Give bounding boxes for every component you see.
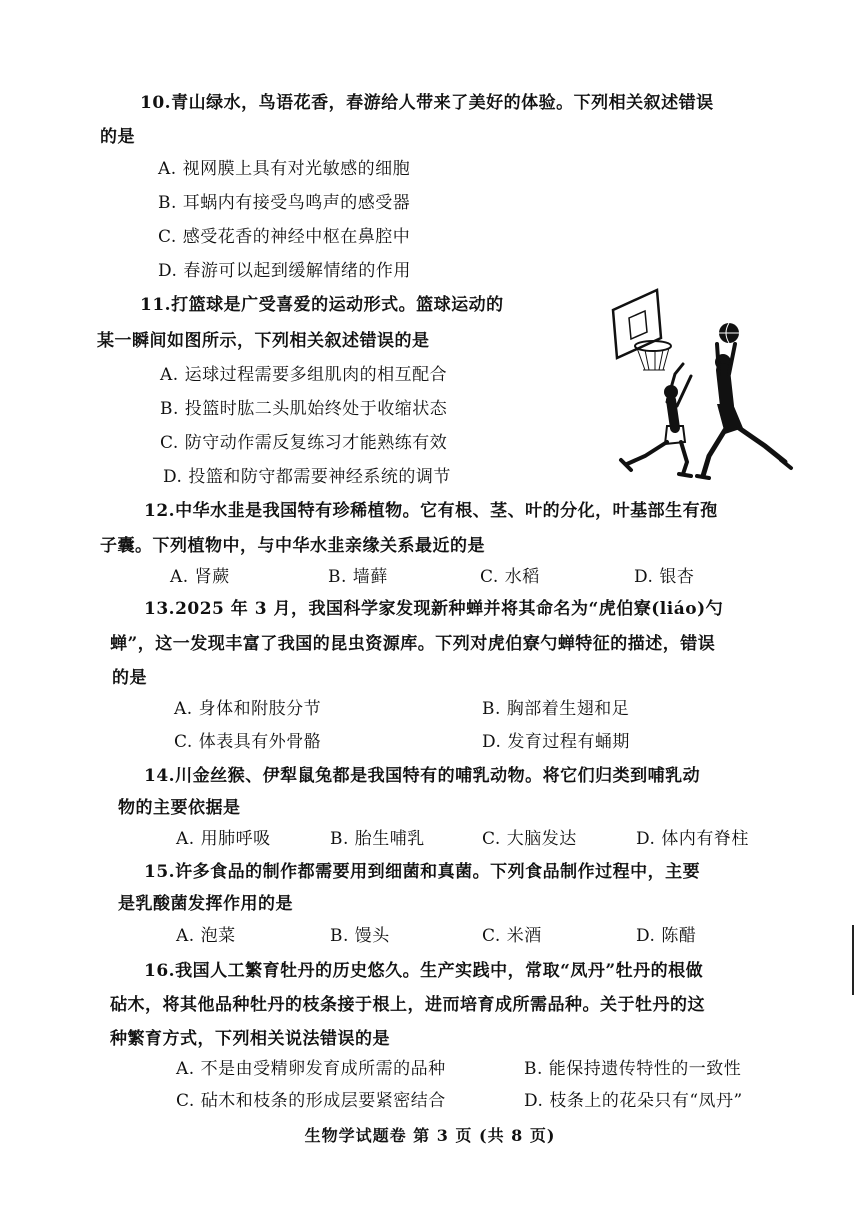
q13-option-c: C. 体表具有外骨骼 — [174, 732, 322, 752]
q11-option-c: C. 防守动作需反复练习才能熟练有效 — [160, 433, 448, 453]
q14-option-a: A. 用肺呼吸 — [176, 829, 271, 849]
q15-option-b: B. 馒头 — [330, 926, 390, 946]
q12-line-1: 12.中华水韭是我国特有珍稀植物。它有根、茎、叶的分化，叶基部生有孢 — [144, 501, 718, 521]
q12-option-c: C. 水稻 — [480, 567, 540, 587]
q12-option-a: A. 肾蕨 — [170, 567, 230, 587]
q10-option-b: B. 耳蜗内有接受鸟鸣声的感受器 — [158, 193, 411, 213]
q16-option-d: D. 枝条上的花朵只有“凤丹” — [524, 1091, 743, 1111]
q10-option-d: D. 春游可以起到缓解情绪的作用 — [158, 261, 411, 281]
q14-line-2: 物的主要依据是 — [118, 798, 241, 818]
q15-line-1: 15.许多食品的制作都需要用到细菌和真菌。下列食品制作过程中，主要 — [144, 862, 701, 882]
q15-option-a: A. 泡菜 — [176, 926, 236, 946]
q11-line-2: 某一瞬间如图所示，下列相关叙述错误的是 — [97, 331, 430, 351]
q16-line-1: 16.我国人工繁育牡丹的历史悠久。生产实践中，常取“凤丹”牡丹的根做 — [144, 961, 704, 981]
q10-option-c: C. 感受花香的神经中枢在鼻腔中 — [158, 227, 411, 247]
q14-option-b: B. 胎生哺乳 — [330, 829, 425, 849]
q15-line-2: 是乳酸菌发挥作用的是 — [118, 894, 293, 914]
q15-option-c: C. 米酒 — [482, 926, 542, 946]
margin-scan-mark — [852, 925, 854, 995]
q16-option-c: C. 砧木和枝条的形成层要紧密结合 — [176, 1091, 446, 1111]
q13-line-2: 蝉”，这一发现丰富了我国的昆虫资源库。下列对虎伯寮勺蝉特征的描述，错误 — [110, 634, 716, 654]
q15-option-d: D. 陈醋 — [636, 926, 697, 946]
q16-option-b: B. 能保持遗传特性的一致性 — [524, 1059, 742, 1079]
q13-option-a: A. 身体和附肢分节 — [174, 699, 322, 719]
q14-option-d: D. 体内有脊柱 — [636, 829, 749, 849]
q11-option-d: D. 投篮和防守都需要神经系统的调节 — [163, 467, 451, 487]
q13-option-d: D. 发育过程有蛹期 — [482, 732, 630, 752]
q13-line-3: 的是 — [112, 668, 147, 688]
q16-line-2: 砧木，将其他品种牡丹的枝条接于根上，进而培育成所需品种。关于牡丹的这 — [110, 995, 705, 1015]
q14-option-c: C. 大脑发达 — [482, 829, 577, 849]
q11-option-a: A. 运球过程需要多组肌肉的相互配合 — [160, 365, 448, 385]
basketball-figure — [605, 288, 805, 483]
q11-option-b: B. 投篮时肱二头肌始终处于收缩状态 — [160, 399, 448, 419]
q16-option-a: A. 不是由受精卵发育成所需的品种 — [176, 1059, 446, 1079]
q12-option-b: B. 墙藓 — [328, 567, 388, 587]
q14-line-1: 14.川金丝猴、伊犁鼠兔都是我国特有的哺乳动物。将它们归类到哺乳动 — [144, 766, 701, 786]
q10-line-1: 10.青山绿水，鸟语花香，春游给人带来了美好的体验。下列相关叙述错误 — [140, 93, 714, 113]
q13-option-b: B. 胸部着生翅和足 — [482, 699, 630, 719]
page-footer: 生物学试题卷 第 3 页 (共 8 页) — [304, 1126, 556, 1145]
q11-line-1: 11.打篮球是广受喜爱的运动形式。篮球运动的 — [140, 295, 504, 315]
q12-option-d: D. 银杏 — [634, 567, 695, 587]
q10-line-2: 的是 — [100, 127, 135, 147]
q13-line-1: 13.2025 年 3 月，我国科学家发现新种蝉并将其命名为“虎伯寮(liáo)勺 — [144, 599, 724, 619]
q16-line-3: 种繁育方式，下列相关说法错误的是 — [110, 1029, 390, 1049]
q10-option-a: A. 视网膜上具有对光敏感的细胞 — [158, 159, 411, 179]
q12-line-2: 子囊。下列植物中，与中华水韭亲缘关系最近的是 — [100, 536, 485, 556]
